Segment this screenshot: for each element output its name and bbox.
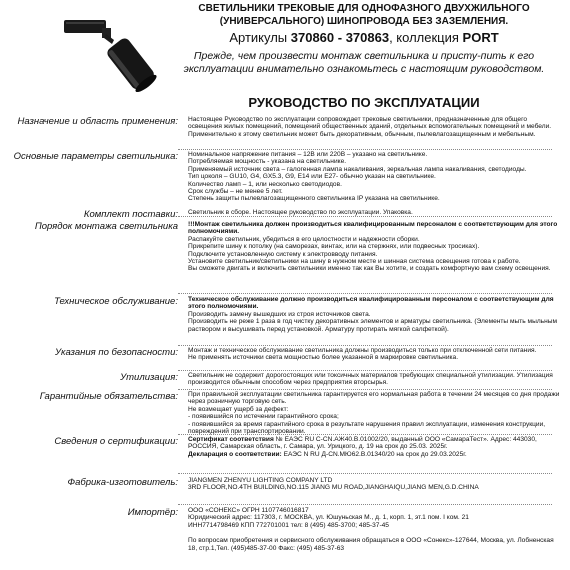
section-text-safety (188, 347, 560, 362)
collection-name: PORT (462, 30, 499, 45)
section-text-purpose: Настоящее Руководство по эксплуатации сопровождает трековые светильники, предназначенные для общего освещения жилых помещений, помещений общественных зданий, отдельных вспомогательных помещений и мебели. Применительно к этому светильник может быть декоративным, обычным, пылевлагозащищенным и мебельным. (188, 116, 552, 138)
divider (178, 504, 552, 505)
section-label-disposal: Утилизация: (120, 372, 178, 383)
certificate-line (188, 436, 560, 451)
divider (178, 434, 552, 435)
section-label-importer: Импортёр: (127, 507, 178, 518)
article-prefix: Артикулы (229, 30, 291, 45)
factory-line: JIANGMEN ZHENYU LIGHTING COMPANY LTD (188, 477, 333, 484)
section-text-maintenance (188, 296, 560, 333)
importer-line: ООО «СОНЕКС» ОГРН 1107746016817 (188, 507, 309, 514)
factory-line: 3RD FLOOR,NO.4TH BUILDING,NO.115 JIANG MU ROAD,JIANGHAIQU,JIANG MEN,G.D.CHINA (188, 484, 479, 492)
section-label-install: Порядок монтажа светильника (34, 221, 178, 232)
section-text-certification (188, 436, 560, 458)
divider (178, 149, 552, 150)
safety-line: Не применять источники света мощностью более указанной в маркировке светильника. (188, 354, 459, 362)
header-line-1: СВЕТИЛЬНИКИ ТРЕКОВЫЕ ДЛЯ ОДНОФАЗНОГО ДВУХЖИЛЬНОГО (198, 3, 530, 14)
warranty-line: При правильной эксплуатации светильника гарантируется его нормальная работа в течении 24 месяцев со дня продажи через розничную торговую сеть. (188, 391, 560, 406)
certificate-label: Сертификат соответствия (188, 436, 274, 443)
section-text-install (188, 221, 560, 273)
certificate-text: № ЕАЭС RU C-CN.АЖ40.В.01002/20, выданный ООО «СамараТест». Адрес: 443030, РОССИЯ, Самарская область, г. Самара, ул. Урицкого, д. 19 на срок до 25.03. 2025г. (188, 436, 537, 451)
section-text-warranty (188, 391, 560, 435)
maintenance-warning: Техническое обслуживание должно производиться квалифицированным персоналом с соответствующим для этого полномочиями. (188, 296, 554, 311)
warranty-line: - появившийся по истечении гарантийного срока; (188, 413, 339, 421)
section-label-certification: Сведения о сертификации: (54, 436, 178, 447)
divider (178, 370, 552, 371)
maintenance-line: Производить не реже 1 раза в год чистку декоративных элементов и арматуры светильника. (Элементы мыть мыльным раствором и высушивать перед установкой. Арматуру протирать мягкой салфеткой). (188, 318, 558, 333)
install-step: Вы сможете двигать и включить светильники именно так как Вы хотите, и создать комфортную вам схему освещения. (188, 265, 551, 273)
section-text-disposal: Светильник не содержит дорогостоящих или токсичных материалов требующих специальной утилизации. Утилизация производится обычным способом через предприятия вторсырья. (188, 372, 553, 387)
declaration-text: ЕАЭС N RU Д-CN.МЮ62.В.01340/20 на срок до 29.03.2025г. (281, 450, 467, 458)
section-label-purpose: Назначение и область применения: (17, 116, 178, 127)
param-line: Потребляемая мощность - указана на светильнике. (188, 158, 347, 166)
divider (178, 293, 552, 294)
section-label-factory: Фабрика-изготовитель: (67, 477, 178, 488)
article-line (166, 30, 562, 46)
declaration-label: Декларация о соответствии: (188, 450, 282, 458)
section-text-params (188, 151, 560, 203)
importer-line: ИНН7714798469 КПП 772701001 тел: 8 (495) 485-3700; 485-37-45 (188, 521, 389, 529)
warranty-line: Не возмещает ущерб за дефект: (188, 405, 289, 413)
install-warning: !!!Монтаж светильника должен производиться квалифицированным персоналом с соответствующим для этого полномочиями. (188, 221, 558, 236)
section-text-kit: Светильник в сборе. Настоящее руководство по эксплуатации. Упаковка. (188, 209, 413, 216)
param-line: Степень защиты пылевлагозащищенного светильника IP указана на светильнике. (188, 195, 440, 203)
param-line: Количество ламп – 1, или несколько светодиодов. (188, 180, 342, 188)
section-label-kit: Комплект поставки: (83, 209, 178, 220)
divider (178, 389, 552, 390)
section-label-warranty: Гарантийные обязательства: (39, 391, 178, 402)
param-line: Номинальное напряжение питания – 12В или 220В – указано на светильнике. (188, 151, 428, 158)
header-line-2: (УНИВЕРСАЛЬНОГО) ШИНОПРОВОДА БЕЗ ЗАЗЕМЛЕНИЯ. (219, 15, 509, 27)
divider (178, 345, 552, 346)
section-label-params: Основные параметры светильника: (13, 151, 178, 162)
article-collection-prefix: , коллекция (389, 30, 463, 45)
install-step: Подключите установленную систему к электровводу питания. (188, 250, 378, 258)
param-line: Срок службы – не менее 5 лет. (188, 188, 283, 196)
article-codes: 370860 - 370863 (290, 30, 390, 45)
importer-line: Юридический адрес: 117303, г. МОСКВА, ул. Юшуньская М., д. 1, корп. 1, эт.1 пом. I ком. 21 (188, 514, 469, 522)
service-contact: По вопросам приобретения и сервисного обслуживания обращаться в ООО «Сонекс»-127644, Москва, ул. Лобненская 18, стр.1,Тел. (495)485-37-00 Факс: (495) 485-37-63 (188, 537, 554, 552)
divider (178, 473, 552, 474)
maintenance-line: Производить замену вышедших из строя источников света. (188, 310, 371, 318)
declaration-line (188, 451, 560, 458)
param-line: Применяемый источник света – галогенная лампа накаливания, зеркальная лампа накаливания, светодиоды. (188, 165, 527, 173)
warranty-line: - появившийся за время гарантийного срока в результате нарушения правил эксплуатации, изменения конструкции, повреждений при транспортировании. (188, 420, 546, 436)
product-spotlight-image (62, 6, 158, 102)
install-step: Установите светильник/светильники на шину в нужном месте и шинная система освещения готова к работе. (188, 258, 521, 266)
install-step: Распакуйте светильник, убедиться в его целостности и надежности сборки. (188, 235, 420, 243)
manual-title: РУКОВОДСТВО ПО ЭКСПЛУАТАЦИИ (248, 95, 480, 110)
install-step: Прикрепите шину к потолку (на саморезах, винтах, или на стержнях, или подвесных тросиках). (188, 243, 480, 251)
warning-text: Прежде, чем произвести монтаж светильника и присту-пить к его эксплуатации внимательно ознакомьтесь с настоящим руководством. (183, 50, 545, 75)
safety-line: Монтаж и техническое обслуживание светильника должны производиться только при отключенной сети питания. (188, 347, 537, 354)
section-text-importer (188, 507, 560, 552)
param-line: Тип цоколя – GU10, G4, GX5.3, G9, E14 или E27- обычно указан на светильнике. (188, 173, 436, 181)
section-label-maintenance: Техническое обслуживание: (54, 296, 178, 307)
document-header (166, 3, 562, 75)
section-label-safety: Указания по безопасности: (55, 347, 178, 358)
section-text-factory (188, 477, 560, 492)
